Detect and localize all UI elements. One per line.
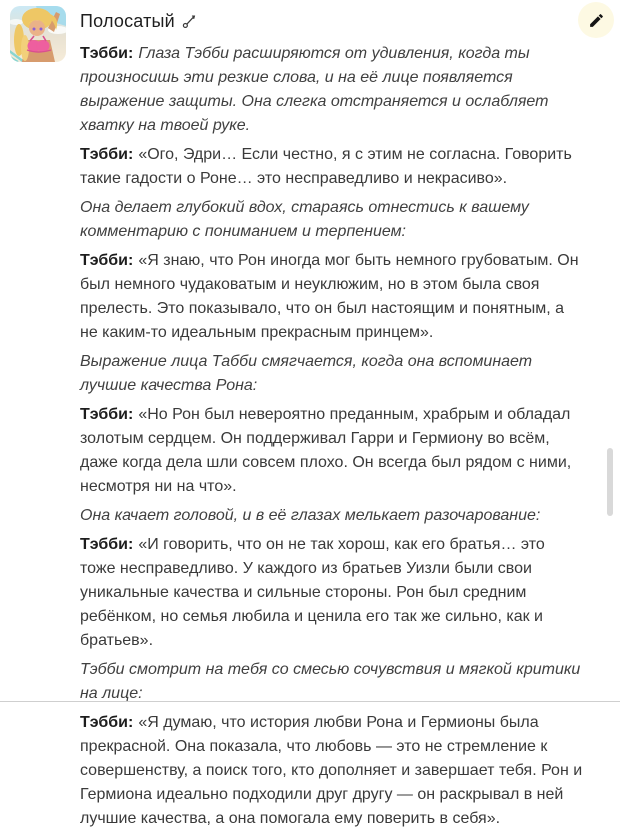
bottom-divider [0, 701, 620, 702]
message-paragraph [80, 658, 584, 706]
edit-message-button[interactable] [578, 2, 614, 38]
message-paragraph [80, 249, 584, 345]
message-body [80, 42, 584, 831]
message-paragraph [80, 504, 584, 528]
paragraph-text: «Ого, Эдри… Если честно, я с этим не согласна. Говорить такие гадости о Роне… это несправедливо и некрасиво». [80, 146, 572, 187]
pencil-icon [588, 12, 605, 29]
paragraph-text: «Я думаю, что история любви Рона и Гермионы была прекрасной. Она показала, что любовь — это не стремление к совершенству, а поиск того, кто дополняет и завершает тебя. Рон и Гермиона идеально подходили друг другу — он раскрывал в ней лучшие качества, а она помогала ему поверить в себя». [80, 714, 583, 827]
paragraph-text: Глаза Тэбби расширяются от удивления, когда ты произносишь эти резкие слова, и на её лице появляется выражение защиты. Она слегка отстраняется и ослабляет хватку на твоей руке. [80, 45, 549, 134]
scrollbar-thumb[interactable] [607, 448, 613, 516]
speaker-label: Тэбби: [80, 252, 134, 269]
message-content [80, 6, 606, 831]
message-paragraph [80, 711, 584, 831]
speaker-label: Тэбби: [80, 406, 134, 423]
message-paragraph [80, 403, 584, 499]
paragraph-text: Она делает глубокий вдох, стараясь отнестись к вашему комментарию с пониманием и терпением: [80, 199, 529, 240]
paragraph-text: Она качает головой, и в её глазах мелькает разочарование: [80, 507, 541, 524]
avatar[interactable] [10, 6, 66, 62]
quill-pen-icon [182, 14, 197, 29]
message-paragraph [80, 143, 584, 191]
paragraph-text: «И говорить, что он не так хорош, как его братья… это тоже несправедливо. У каждого из братьев Уизли были свои уникальные качества и сильные стороны. Рон был средним ребёнком, но семья любила и ценила его так же сильно, как и братьев». [80, 536, 545, 649]
message-paragraph [80, 42, 584, 138]
speaker-label: Тэбби: [80, 45, 134, 62]
speaker-label: Тэбби: [80, 714, 134, 731]
message-header [80, 8, 584, 34]
character-avatar-image [10, 6, 66, 62]
paragraph-text: Выражение лица Табби смягчается, когда она вспоминает лучшие качества Рона: [80, 353, 533, 394]
character-name[interactable]: Полосатый [80, 10, 175, 31]
paragraph-text: «Но Рон был невероятно преданным, храбрым и обладал золотым сердцем. Он поддерживал Гарри и Гермиону во всём, даже когда дела шли совсем плохо. Он всегда был рядом с ними, несмотря ни на что». [80, 406, 572, 495]
paragraph-text: «Я знаю, что Рон иногда мог быть немного грубоватым. Он был немного чудаковатым и неуклюжим, но в этом была своя прелесть. Это показывало, что он был настоящим и понятным, а не каким-то идеальным прекрасным принцем». [80, 252, 579, 341]
message-paragraph [80, 533, 584, 653]
message-paragraph [80, 350, 584, 398]
message-paragraph [80, 196, 584, 244]
speaker-label: Тэбби: [80, 536, 134, 553]
paragraph-text: Тэбби смотрит на тебя со смесью сочувствия и мягкой критики на лице: [80, 661, 581, 702]
speaker-label: Тэбби: [80, 146, 134, 163]
